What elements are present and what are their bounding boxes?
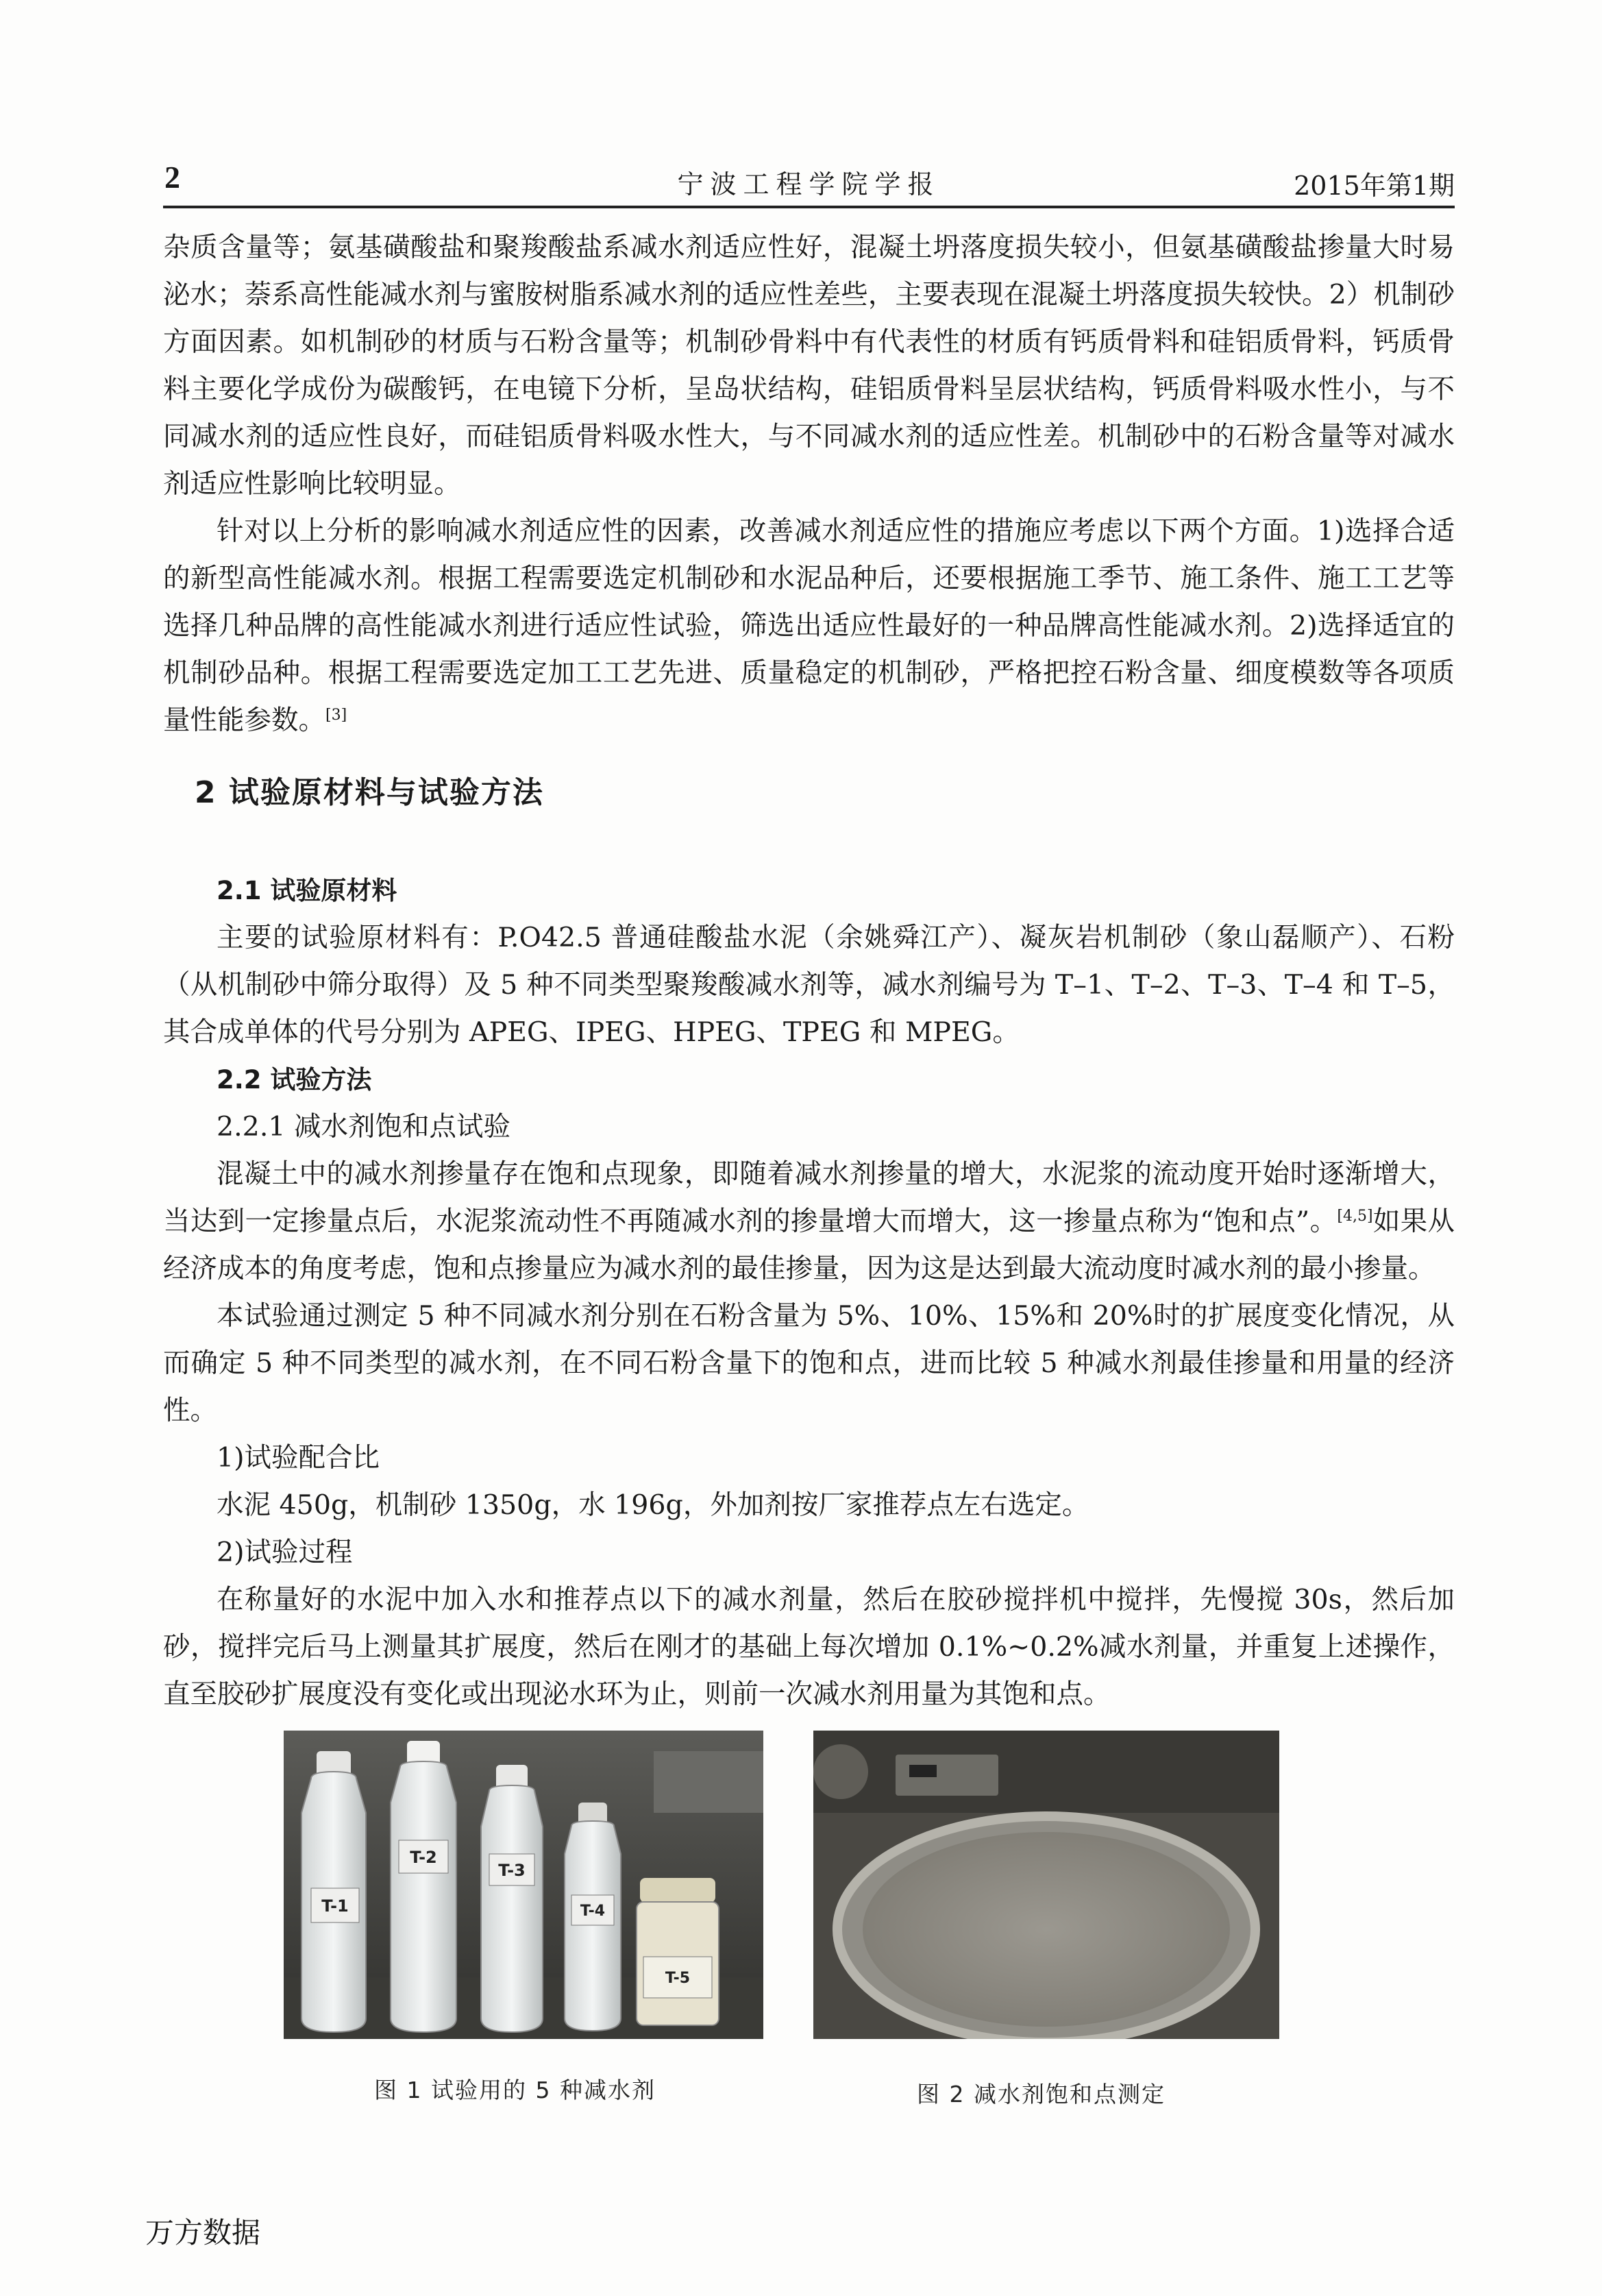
mortar-spread-photo-image bbox=[813, 1731, 1279, 2039]
bottle-label: T-4 bbox=[580, 1903, 606, 1920]
paragraph bbox=[163, 508, 1455, 744]
intro-text bbox=[163, 224, 1455, 744]
subsection-heading: 2.2 试验方法 bbox=[217, 1065, 372, 1095]
bottle-t4 bbox=[565, 1803, 621, 2031]
bottle-t2 bbox=[391, 1741, 456, 2032]
methods-text bbox=[163, 867, 1455, 1718]
paragraph bbox=[163, 1151, 1455, 1293]
paragraph-text: 如果从经济成本的角度考虑，饱和点掺量应为减水剂的最佳掺量，因为这是达到最大流动度时减水剂的最小掺量。 bbox=[163, 1206, 1455, 1284]
list-heading: 2)试验过程 bbox=[217, 1537, 353, 1568]
bottle-label: T-1 bbox=[321, 1896, 349, 1916]
bottle-t5 bbox=[637, 1878, 719, 2025]
paragraph-text: 混凝土中的减水剂掺量存在饱和点现象，即随着减水剂掺量的增大，水泥浆的流动度开始时逐渐增大，当达到一定掺量点后，水泥浆流动性不再随减水剂的掺量增大而增大，这一掺量点称为“饱和点”。 bbox=[163, 1158, 1455, 1237]
subsection-heading: 2.1 试验原材料 bbox=[217, 876, 397, 905]
paragraph: 在称量好的水泥中加入水和推荐点以下的减水剂量，然后在胶砂搅拌机中搅拌，先慢搅 30s，然后加砂，搅拌完后马上测量其扩展度，然后在刚才的基础上每次增加 0.1%~0.2%减水剂量，并重复上述操作，直至胶砂扩展度没有变化或出现泌水环为止，则前一次减水剂用量为其饱和点。 bbox=[163, 1584, 1455, 1710]
paragraph: 水泥 450g，机制砂 1350g，水 196g，外加剂按厂家推荐点左右选定。 bbox=[217, 1489, 1089, 1521]
paragraph: 杂质含量等；氨基磺酸盐和聚羧酸盐系减水剂适应性好，混凝土坍落度损失较小，但氨基磺酸盐掺量大时易泌水；萘系高性能减水剂与蜜胺树脂系减水剂的适应性差些，主要表现在混凝土坍落度损失较快。2）机制砂方面因素。如机制砂的材质与石粉含量等；机制砂骨料中有代表性的材质有钙质骨料和硅铝质骨料，钙质骨料主要化学成份为碳酸钙，在电镜下分析，呈岛状结构，硅铝质骨料呈层状结构，钙质骨料吸水性小，与不同减水剂的适应性良好，而硅铝质骨料吸水性大，与不同减水剂的适应性差。机制砂中的石粉含量等对减水剂适应性影响比较明显。 bbox=[163, 232, 1455, 500]
figure-2-photo bbox=[813, 1731, 1279, 2039]
bottles-photo-image bbox=[284, 1731, 763, 2039]
figure-1-photo bbox=[284, 1731, 763, 2039]
running-header bbox=[163, 158, 1455, 208]
source-watermark: 万方数据 bbox=[145, 2216, 261, 2249]
journal-title: 宁波工程学院学报 bbox=[677, 169, 941, 199]
bottle-t1 bbox=[301, 1751, 366, 2032]
bottle-label: T-2 bbox=[410, 1848, 437, 1867]
page-number: 2 bbox=[164, 160, 180, 195]
citation: [3] bbox=[325, 706, 347, 724]
bottle-label: T-3 bbox=[498, 1861, 526, 1880]
paragraph: 本试验通过测定 5 种不同减水剂分别在石粉含量为 5%、10%、15%和 20%时的扩展度变化情况，从而确定 5 种不同类型的减水剂，在不同石粉含量下的饱和点，进而比较 5 种减水剂最佳掺量和用量的经济性。 bbox=[163, 1300, 1455, 1426]
issue-label: 2015年第1期 bbox=[1294, 171, 1455, 201]
subsubsection-heading: 2.2.1 减水剂饱和点试验 bbox=[217, 1111, 511, 1143]
citation: [4,5] bbox=[1337, 1207, 1373, 1225]
section-heading: 2 试验原材料与试验方法 bbox=[195, 775, 544, 810]
list-heading: 1)试验配合比 bbox=[217, 1442, 380, 1474]
paragraph: 主要的试验原材料有：P.O42.5 普通硅酸盐水泥（余姚舜江产）、凝灰岩机制砂（象山磊顺产）、石粉（从机制砂中筛分取得）及 5 种不同类型聚羧酸减水剂等，减水剂编号为 T–1、T–2、T–3、T–4 和 T–5，其合成单体的代号分别为 APEG、IPEG、HPEG、TPEG 和 MPEG。 bbox=[163, 922, 1455, 1048]
figure-2-caption: 图 2 减水剂饱和点测定 bbox=[917, 2081, 1166, 2108]
bottle-label: T-5 bbox=[665, 1970, 691, 1987]
paragraph-text: 针对以上分析的影响减水剂适应性的因素，改善减水剂适应性的措施应考虑以下两个方面。1)选择合适的新型高性能减水剂。根据工程需要选定机制砂和水泥品种后，还要根据施工季节、施工条件、施工工艺等选择几种品牌的高性能减水剂进行适应性试验，筛选出适应性最好的一种品牌高性能减水剂。2)选择适宜的机制砂品种。根据工程需要选定加工工艺先进、质量稳定的机制砂，严格把控石粉含量、细度模数等各项质量性能参数。 bbox=[163, 515, 1455, 736]
bottle-t3 bbox=[481, 1765, 543, 2032]
figure-1-caption: 图 1 试验用的 5 种减水剂 bbox=[374, 2077, 656, 2103]
